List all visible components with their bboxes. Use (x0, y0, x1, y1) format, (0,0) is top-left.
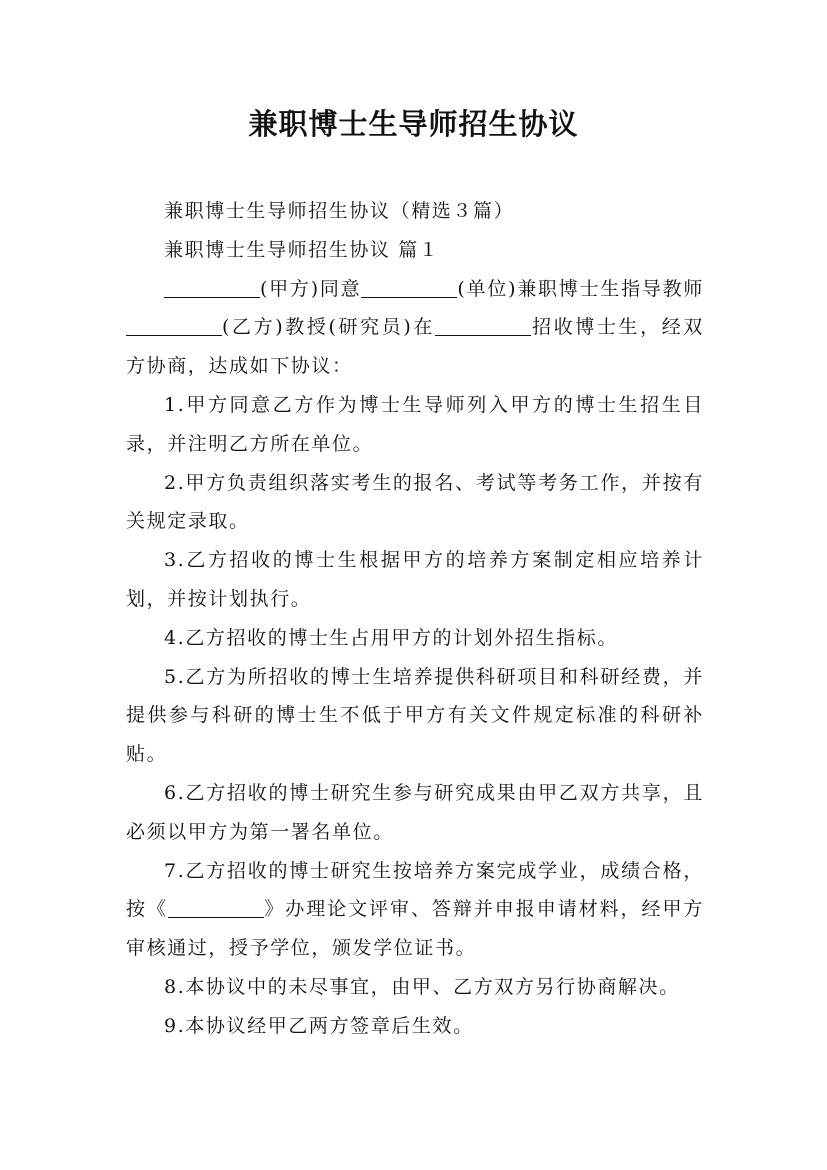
clause-6: 6.乙方招收的博士研究生参与研究成果由甲乙双方共享，且必须以甲方为第一署名单位。 (126, 781, 704, 843)
clause-1: 1.甲方同意乙方作为博士生导师列入甲方的博士生招生目录，并注明乙方所在单位。 (126, 393, 704, 455)
blank-unit[interactable] (361, 277, 457, 298)
intro-text-1: (甲方)同意 (260, 277, 362, 300)
clause-4: 4.乙方招收的博士生占用甲方的计划外招生指标。 (164, 626, 618, 649)
clause-7 (126, 852, 704, 968)
clause-9: 9.本协议经甲乙两方签章后生效。 (164, 1014, 474, 1037)
intro-text-2: (单位)兼职博士生指导教师 (457, 277, 704, 300)
clause-2: 2.甲方负责组织落实考生的报名、考试等考务工作，并按有关规定录取。 (126, 471, 704, 533)
section-heading: 兼职博士生导师招生协议 篇１ (164, 238, 440, 261)
intro-text-4: 招收博士生，经双方协商，达成如下协议： (126, 316, 704, 378)
clause-5: 5.乙方为所招收的博士生培养提供科研项目和科研经费，并提供参与科研的博士生不低于甲方有关文件规定标准的科研补贴。 (126, 665, 704, 766)
document-subtitle: 兼职博士生导师招生协议（精选３篇） (164, 200, 515, 222)
clause-7-text-after: 》办理论文评审、答辩并申报申请材料，经甲方审核通过，授予学位，颁发学位证书。 (126, 898, 704, 960)
document-body (126, 192, 704, 1046)
clause-7-text-before: 7.乙方招收的博士研究生按培养方案完成学业，成绩合格，按《 (126, 859, 704, 921)
blank-regulation-name[interactable] (168, 897, 264, 918)
intro-paragraph (126, 270, 704, 386)
document-title: 兼职博士生导师招生协议 (248, 107, 579, 141)
blank-party-a[interactable] (164, 277, 260, 298)
blank-location[interactable] (435, 315, 531, 336)
clause-8: 8.本协议中的未尽事宜，由甲、乙方双方另行协商解决。 (164, 975, 680, 998)
clause-3: 3.乙方招收的博士生根据甲方的培养方案制定相应培养计划，并按计划执行。 (126, 549, 704, 610)
blank-party-b[interactable] (126, 315, 222, 336)
intro-text-3: (乙方)教授(研究员)在 (222, 316, 436, 339)
